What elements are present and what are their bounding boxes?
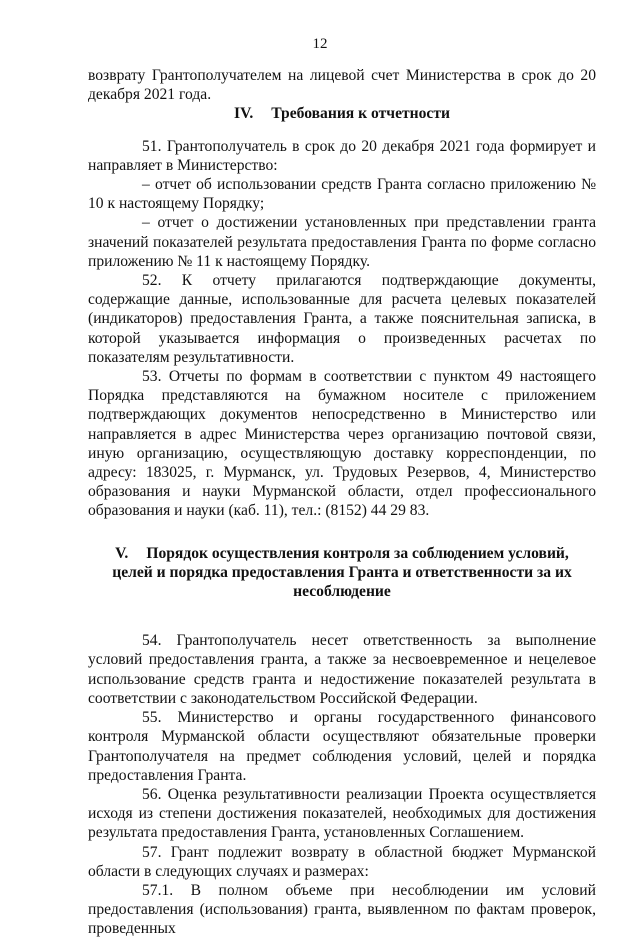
paragraph-55: 55. Министерство и органы государственного финансового контроля Мурманской области осуществляют обязательные проверки Грантополучателя на предмет соблюдения условий, целей и порядка предоставления Гранта. xyxy=(88,709,596,784)
section-4-heading xyxy=(88,104,596,123)
intro-continuation: возврату Грантополучателем на лицевой счет Министерства в срок до 20 декабря 2021 года. xyxy=(88,67,596,104)
document-body xyxy=(88,66,596,939)
section-5-heading xyxy=(88,544,596,602)
paragraph-54: 54. Грантополучатель несет ответственность за выполнение условий предоставления гранта, а также за несвоевременное и нецелевое использование средств гранта и недостижение показателей результата в соответствии с законодательством Российской Федерации. xyxy=(88,632,596,707)
paragraph-57: 57. Грант подлежит возврату в областной бюджет Мурманской области в следующих случаях и размерах: xyxy=(88,843,596,880)
paragraph-51: 51. Грантополучатель в срок до 20 декабря 2021 года формирует и направляет в Министерство: xyxy=(88,137,596,174)
paragraph-51-item-1: – отчет об использовании средств Гранта согласно приложению № 10 к настоящему Порядку; xyxy=(88,176,596,213)
paragraph-52: 52. К отчету прилагаются подтверждающие документы, содержащие данные, использованные для расчета целевых показателей (индикаторов) предоставления Гранта, а также пояснительная записка, в которой указывается информация о произведенных расчетах по показателям результативности. xyxy=(88,272,596,366)
paragraph-56: 56. Оценка результативности реализации Проекта осуществляется исходя из степени достижения показателей, необходимых для достижения результата предоставления Гранта, установленных Соглашением. xyxy=(88,785,596,842)
page-number: 12 xyxy=(312,36,328,52)
section-4-title: Требования к отчетности xyxy=(271,105,450,123)
paragraph-53: 53. Отчеты по формам в соответствии с пунктом 49 настоящего Порядка представляются на бумажном носителе с приложением подтверждающих документов непосредственно в Министерство или направляется в адрес Министерства через организацию почтовой связи, иную организацию, осуществляющую доставку корреспонденции, по адресу: 183025, г. Мурманск, ул. Трудовых Резервов, 4, Министерство образования и науки Мурманской области, отдел профессионального образования и науки (каб. 11), тел.: (8152) 44 29 83. xyxy=(88,368,596,520)
paragraph-51-item-2: – отчет о достижении установленных при представлении гранта значений показателей результата предоставления Гранта по форме согласно приложению № 11 к настоящему Порядку. xyxy=(88,214,596,270)
section-5-title: Порядок осуществления контроля за соблюдением условий, целей и порядка предоставления Гранта и ответственности за их несоблюдение xyxy=(112,544,572,601)
paragraph-57-1: 57.1. В полном объеме при несоблюдении им условий предоставления (использования) гранта, выявленном по фактам проверок, проведенных xyxy=(88,881,596,938)
section-5-number: V. xyxy=(115,544,129,562)
section-4-number: IV. xyxy=(234,105,254,123)
